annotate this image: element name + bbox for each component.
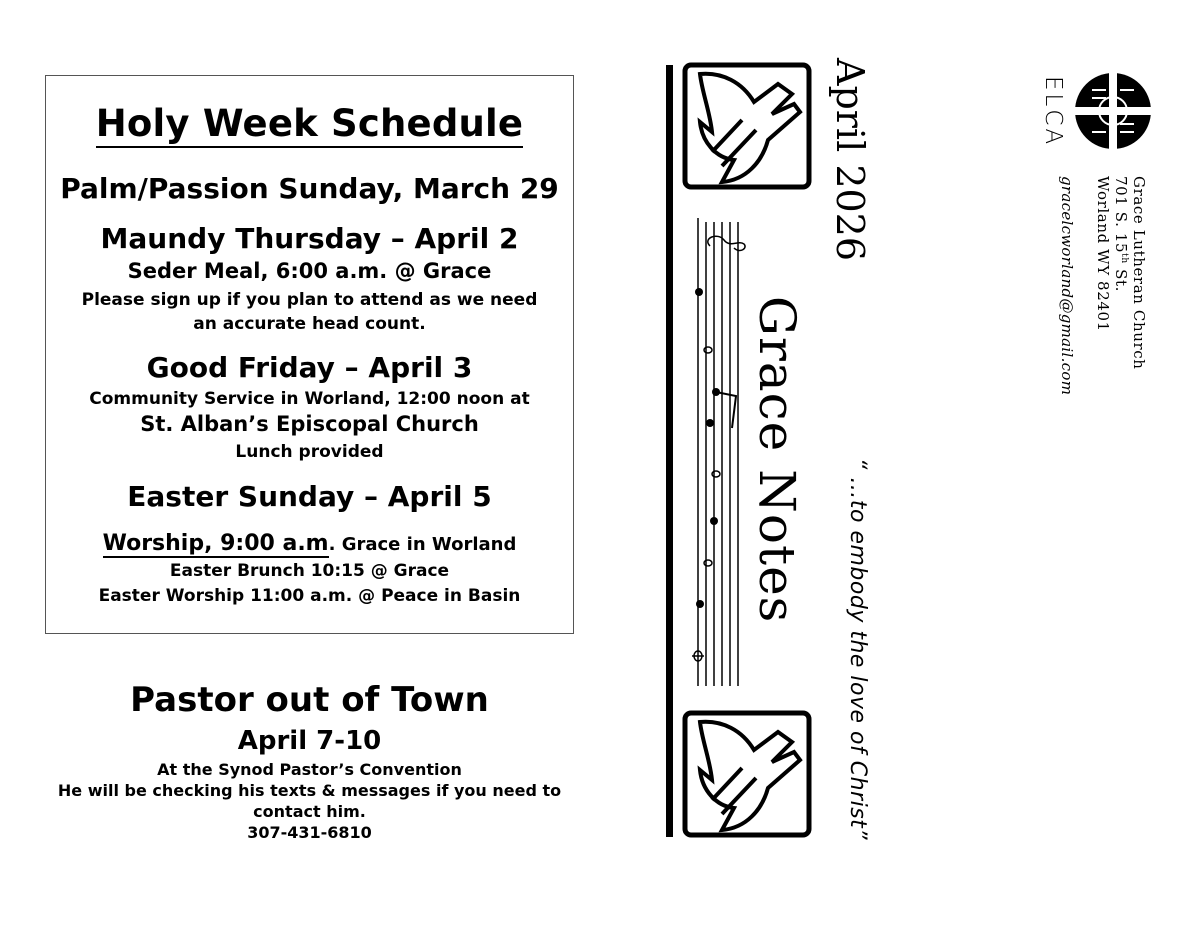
holy-week-title: Holy Week Schedule [45, 102, 574, 145]
easter-brunch: Easter Brunch 10:15 @ Grace [169, 561, 450, 581]
pastor-dates: April 7-10 [237, 726, 382, 756]
divider-bar [666, 65, 673, 837]
issue-date: April 2026 [828, 58, 872, 262]
good-friday: Good Friday – April 3 [146, 351, 473, 384]
pastor-phone: 307-431-6810 [247, 823, 372, 842]
lunch-provided: Lunch provided [235, 442, 384, 462]
signup-line-2: an accurate head count. [193, 314, 426, 334]
music-staff-icon [688, 218, 750, 688]
palm-sunday: Palm/Passion Sunday, March 29 [60, 172, 559, 205]
maundy-thursday: Maundy Thursday – April 2 [100, 222, 519, 255]
signup-line-1: Please sign up if you plan to attend as we need [81, 290, 538, 310]
street-prefix: 701 S. 15 [1112, 176, 1130, 254]
newsletter-title: Grace Notes [748, 296, 806, 624]
elca-label: ELCA [1040, 76, 1066, 148]
street-ordinal: th [1119, 253, 1129, 264]
pastor-title: Pastor out of Town [130, 680, 489, 720]
pastor-line-3: contact him. [253, 802, 366, 821]
motto: “ …to embody the love of Christ” [845, 458, 870, 841]
street-suffix: St. [1112, 263, 1130, 293]
community-line-2: St. Alban’s Episcopal Church [140, 412, 479, 436]
pastor-line-2: He will be checking his texts & messages if you need to [57, 781, 562, 800]
church-city: Worland WY 82401 [1094, 176, 1112, 332]
community-line-1: Community Service in Worland, 12:00 noon at [89, 389, 530, 409]
pastor-line-1: At the Synod Pastor’s Convention [157, 760, 462, 779]
worship-location: . Grace in Worland [328, 534, 517, 555]
worship-line [45, 531, 574, 556]
church-name: Grace Lutheran Church [1130, 176, 1148, 370]
easter-sunday: Easter Sunday – April 5 [127, 480, 492, 513]
worship-time: Worship, 9:00 a.m [102, 531, 329, 556]
elca-cross-logo-icon [1072, 70, 1154, 152]
seder-meal: Seder Meal, 6:00 a.m. @ Grace [127, 259, 492, 283]
church-email: gracelcworland@gmail.com [1058, 176, 1076, 396]
easter-worship: Easter Worship 11:00 a.m. @ Peace in Basin [98, 586, 521, 606]
church-street [1112, 176, 1130, 292]
dove-logo-icon [682, 62, 812, 190]
dove-logo-icon-bottom [682, 710, 812, 838]
